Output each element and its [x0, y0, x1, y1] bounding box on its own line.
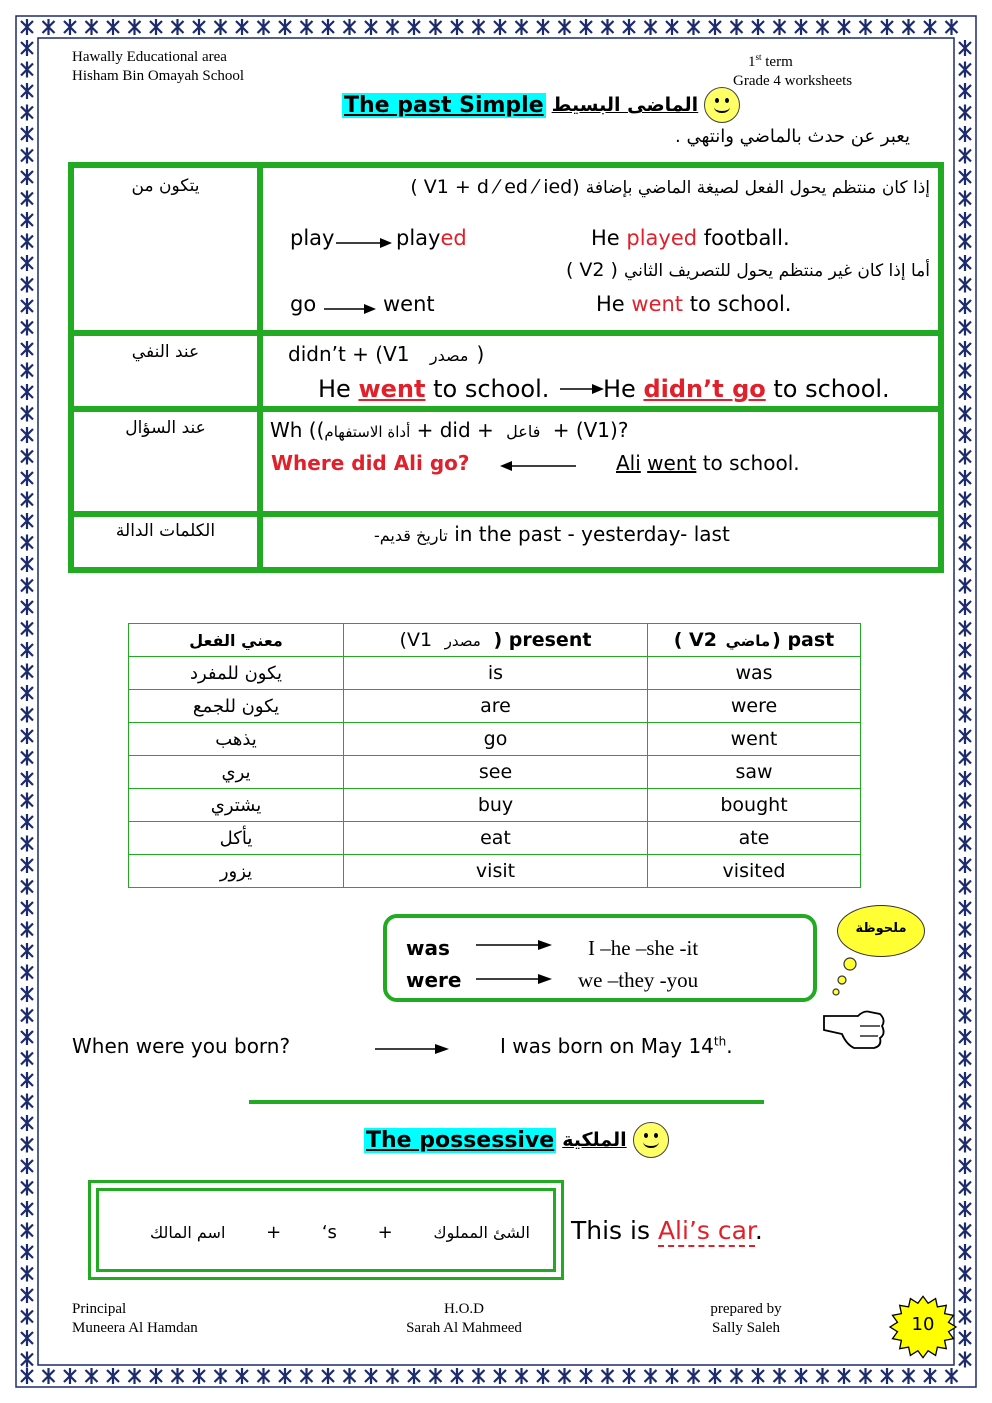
ex2-past: went [383, 292, 435, 316]
answer-example: Ali went to school. [616, 451, 800, 475]
row1-label: يتكون من [131, 176, 200, 196]
born-answer: I was born on May 14th. [500, 1034, 733, 1058]
table-header-row [129, 624, 861, 657]
title-en: The possessive [366, 1127, 555, 1153]
regular-rule: ( V1 + d ⁄ ed ⁄ ied) إذا كان منتظم يحول الفعل لصيغة الماضي بإضافة [410, 176, 930, 198]
arrow-icon [476, 972, 552, 986]
row1-label-cell [71, 165, 260, 333]
negative-formula: didn’t + (V1 مصدر ) [288, 342, 485, 366]
table-row: يذهب go went [129, 723, 861, 756]
title-en: The past Simple [344, 92, 544, 118]
row4-label: الكلمات الدالة [115, 521, 216, 541]
row2-label: عند النفي [131, 342, 200, 362]
footer-hod: H.O.D Sarah Al Mahmeed [406, 1301, 522, 1336]
time-words: تاريخ قديم- in the past - yesterday- last [374, 522, 730, 546]
smiley-icon [633, 1122, 669, 1158]
row3-label-cell [71, 409, 260, 514]
row2-label-cell [71, 333, 260, 409]
school-area: Hawally Educational area [72, 49, 227, 65]
title-ar: الماضى البسيط [551, 94, 699, 116]
section-title-past-simple [342, 88, 740, 122]
row4-label-cell [71, 514, 260, 570]
ex1-sentence: He played football. [591, 226, 790, 250]
ex1-past: played [396, 226, 467, 250]
arrow-icon [336, 236, 392, 250]
note-were: were [406, 968, 462, 992]
school-name: Hisham Bin Omayah School [72, 68, 245, 84]
table-row: يكون للمفرد is was [129, 657, 861, 690]
section-divider [249, 1100, 764, 1104]
ex2-base: go [290, 292, 317, 316]
table-row: يكون للجمع are were [129, 690, 861, 723]
negative-sentence1: He went to school. [318, 375, 550, 403]
header-left [72, 48, 244, 86]
title-ar: الملكية [562, 1129, 627, 1151]
col-meaning: معني الفعل [129, 624, 344, 657]
grade-label: Grade 4 worksheets [733, 73, 853, 89]
note-was: was [406, 936, 450, 960]
footer-prepared: prepared by Sally Saleh [710, 1301, 782, 1336]
intro-text: يعبر عن حدث بالماضي وانتهي . [675, 126, 910, 147]
smiley-icon [704, 87, 740, 123]
col-past: ( V2 ماضي ) past [648, 624, 861, 657]
verb-table [128, 623, 861, 888]
note-were-pronouns: we –they -you [578, 968, 699, 992]
negative-sentence2: He didn’t go to school. [603, 375, 890, 403]
question-formula: Wh ((أداة الاستفهام + did + فاعل + (V1)? [270, 418, 629, 442]
page-number: 10 [911, 1314, 935, 1335]
arrow-icon [375, 1042, 449, 1056]
note-was-pronouns: I –he –she -it [588, 936, 699, 960]
born-question: When were you born? [72, 1034, 291, 1058]
arrow-left-icon [500, 459, 576, 473]
col-present: (V1 مصدر ) present [344, 624, 648, 657]
table-row: يأكل eat ate [129, 822, 861, 855]
table-row: يري see saw [129, 756, 861, 789]
arrow-icon [476, 938, 552, 952]
arrow-icon [560, 382, 604, 396]
term-label: 1st term [748, 52, 793, 70]
ex2-sentence: He went to school. [596, 292, 792, 316]
header-right [733, 48, 852, 91]
arrow-icon [324, 302, 376, 316]
ex1-base: play [290, 226, 335, 250]
question-example: Where did Ali go? [271, 451, 470, 475]
note-cloud-label: ملحوظة [855, 921, 907, 936]
table-row: يزور visit visited [129, 855, 861, 888]
possessive-formula: اسم المالك + ‘s + الشئ المملوك [150, 1222, 530, 1243]
section-title-possessive [364, 1122, 669, 1158]
footer-principal: Principal Muneera Al Hamdan [72, 1301, 198, 1336]
possessive-example: This is Ali’s car. [571, 1216, 763, 1245]
row3-label: عند السؤال [125, 418, 206, 438]
table-row: يشتري buy bought [129, 789, 861, 822]
pointing-hand-icon [820, 950, 900, 1060]
irregular-rule: ( V2 ) أما إذا كان غير منتظم يحول للتصريف الثاني [565, 259, 930, 281]
